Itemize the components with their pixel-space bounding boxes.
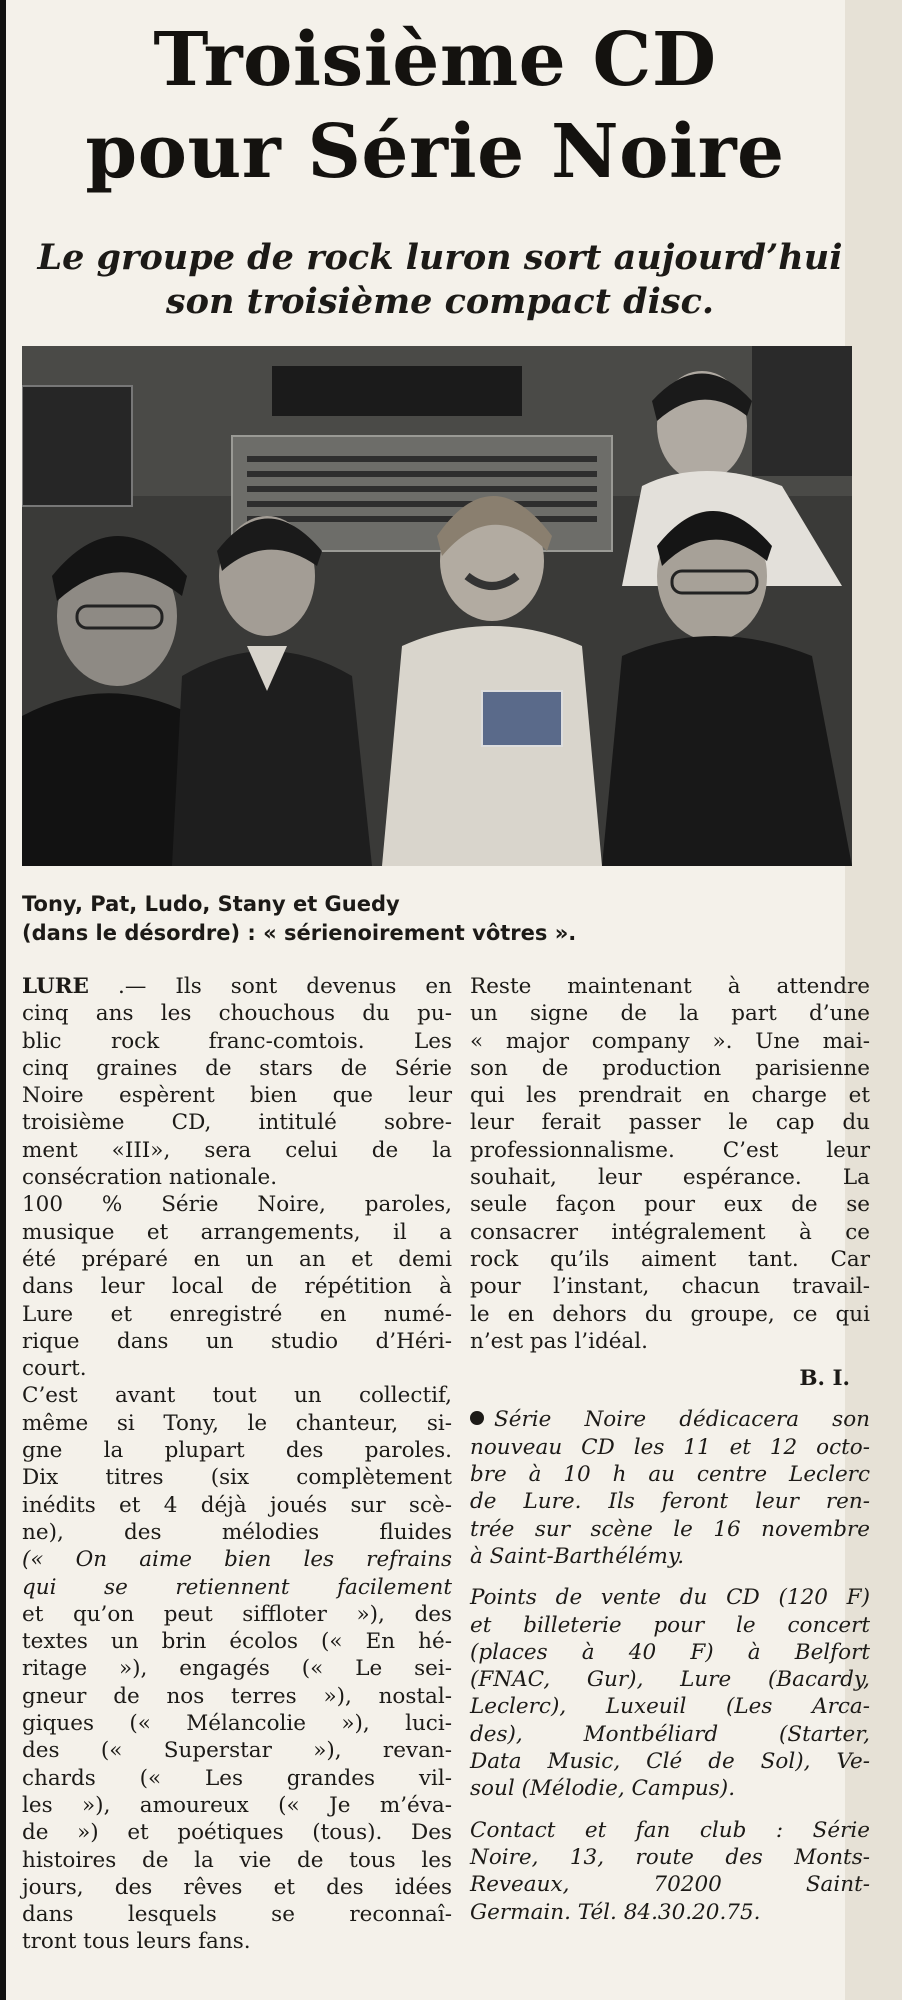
article-line: troisième CD, intitulé sobre-: [22, 1110, 452, 1136]
note-line: de Lure. Ils feront leur ren-: [470, 1489, 870, 1515]
article-line: seule façon pour eux de se: [470, 1192, 870, 1218]
spacer: [470, 1392, 870, 1406]
sales-line: soul (Mélodie, Campus).: [470, 1776, 736, 1802]
article-line: cinq ans les chouchous du pu-: [22, 1001, 452, 1027]
note-line: nouveau CD les 11 et 12 octo-: [470, 1434, 870, 1460]
article-line: même si Tony, le chanteur, si-: [22, 1410, 452, 1436]
article-line: Noire espèrent bien que leur: [22, 1083, 452, 1109]
contact-line: Reveaux, 70200 Saint-: [470, 1872, 870, 1898]
headline: [40, 14, 830, 198]
article-line: inédits et 4 déjà joués sur scè-: [22, 1492, 452, 1518]
band-photo-illustration: [22, 346, 852, 866]
article-line: été préparé en un an et demi: [22, 1246, 452, 1272]
caption-line-1: Tony, Pat, Ludo, Stany et Guedy: [22, 892, 400, 916]
article-line: tront tous leurs fans.: [22, 1929, 251, 1955]
article-line: les »), amoureux (« Je m’éva-: [22, 1792, 452, 1818]
caption-line-2: (dans le désordre) : « sérienoirement vôtres ».: [22, 921, 577, 945]
article-line: consacrer intégralement à ce: [470, 1219, 870, 1245]
article-line: son de production parisienne: [470, 1055, 870, 1081]
article-line: textes un brin écolos (« En hé-: [22, 1629, 452, 1655]
article-line: de ») et poétiques (tous). Des: [22, 1820, 452, 1846]
article-column-right: [470, 973, 870, 1926]
article-line: professionnalisme. C’est leur: [470, 1137, 870, 1163]
author-signature: B. I.: [799, 1366, 850, 1392]
article-line: ne), des mélodies fluides: [22, 1519, 452, 1545]
sales-line: Data Music, Clé de Sol), Ve-: [470, 1749, 870, 1775]
article-line: court.: [22, 1356, 87, 1382]
article-line: Reste maintenant à attendre: [470, 974, 870, 999]
article-line: pour l’instant, chacun travail-: [470, 1274, 870, 1300]
headline-line-2: pour Série Noire: [85, 109, 785, 195]
article-line: 100 % Série Noire, paroles,: [22, 1192, 452, 1218]
article-line: dans leur local de répétition à: [22, 1274, 452, 1300]
dateline: LURE: [22, 974, 89, 999]
note-line: bre à 10 h au centre Leclerc: [470, 1462, 870, 1488]
article-line: chards (« Les grandes vil-: [22, 1765, 452, 1791]
article-line: musique et arrangements, il a: [22, 1219, 452, 1245]
article-line: leur ferait passer le cap du: [470, 1110, 870, 1136]
article-line: C’est avant tout un collectif,: [22, 1383, 452, 1409]
deck-line-1: Le groupe de rock luron sort aujourd’hui: [37, 237, 843, 278]
article-line: gneur de nos terres »), nostal-: [22, 1683, 452, 1709]
article-line: jours, des rêves et des idées: [22, 1874, 452, 1900]
article-line: blic rock franc-comtois. Les: [22, 1028, 452, 1054]
contact-line: Germain. Tél. 84.30.20.75.: [470, 1899, 761, 1925]
article-line: le en dehors du groupe, ce qui: [470, 1301, 870, 1327]
band-photo: [22, 346, 852, 866]
page-left-edge: [0, 0, 6, 2000]
article-line: giques (« Mélancolie »), luci-: [22, 1711, 452, 1737]
article-line: cinq graines de stars de Série: [22, 1055, 452, 1081]
bullet-icon: [470, 1411, 484, 1425]
sales-line: des), Montbéliard (Starter,: [470, 1721, 870, 1747]
article-line: des (« Superstar »), revan-: [22, 1738, 452, 1764]
article-line: ment «III», sera celui de la: [22, 1137, 452, 1163]
sales-line: et billeterie pour le concert: [470, 1612, 870, 1638]
article-line: un signe de la part d’une: [470, 1001, 870, 1027]
sales-line: (places à 40 F) à Belfort: [470, 1639, 870, 1665]
spacer: [470, 1803, 870, 1817]
article-line: histoires de la vie de tous les: [22, 1847, 452, 1873]
article-line: rock qu’ils aiment tant. Car: [470, 1246, 870, 1272]
contact-line: Noire, 13, route des Monts-: [470, 1844, 870, 1870]
sales-line: Points de vente du CD (120 F): [470, 1585, 870, 1611]
first-line-text: .— Ils sont devenus en: [88, 974, 452, 999]
article-line: rique dans un studio d’Héri-: [22, 1328, 452, 1354]
photo-caption: [22, 890, 822, 948]
sales-line: (FNAC, Gur), Lure (Bacardy,: [470, 1667, 870, 1693]
article-first-line: [22, 973, 452, 1000]
note-line: trée sur scène le 16 novembre: [470, 1516, 870, 1542]
article-line: dans lesquels se reconnaî-: [22, 1902, 452, 1928]
article-column-left: [22, 973, 452, 1956]
sales-line: Leclerc), Luxeuil (Les Arca-: [470, 1694, 870, 1720]
article-line: (« On aime bien les refrains: [22, 1547, 452, 1573]
article-line: qui les prendrait en charge et: [470, 1083, 870, 1109]
article-line: qui se retiennent facilement: [22, 1574, 452, 1600]
article-line: n’est pas l’idéal.: [470, 1328, 648, 1354]
article-line: ritage »), engagés (« Le sei-: [22, 1656, 452, 1682]
article-line: gne la plupart des paroles.: [22, 1438, 452, 1464]
article-line: consécration nationale.: [22, 1165, 278, 1191]
article-line: Dix titres (six complètement: [22, 1465, 452, 1491]
note-line-text: Série Noire dédicacera son: [494, 1407, 870, 1433]
deck-subtitle: [20, 236, 860, 324]
contact-line: Contact et fan club : Série: [470, 1817, 870, 1843]
deck-line-2: son troisième compact disc.: [165, 281, 715, 322]
headline-line-1: Troisième CD: [153, 17, 717, 103]
article-line: et qu’on peut siffloter »), des: [22, 1601, 452, 1627]
spacer: [470, 1570, 870, 1584]
note-line: à Saint-Barthélémy.: [470, 1543, 685, 1569]
article-line: Lure et enregistré en numé-: [22, 1301, 452, 1327]
article-line: « major company ». Une mai-: [470, 1028, 870, 1054]
article-line: souhait, leur espérance. La: [470, 1165, 870, 1191]
note-line: [470, 1406, 870, 1433]
